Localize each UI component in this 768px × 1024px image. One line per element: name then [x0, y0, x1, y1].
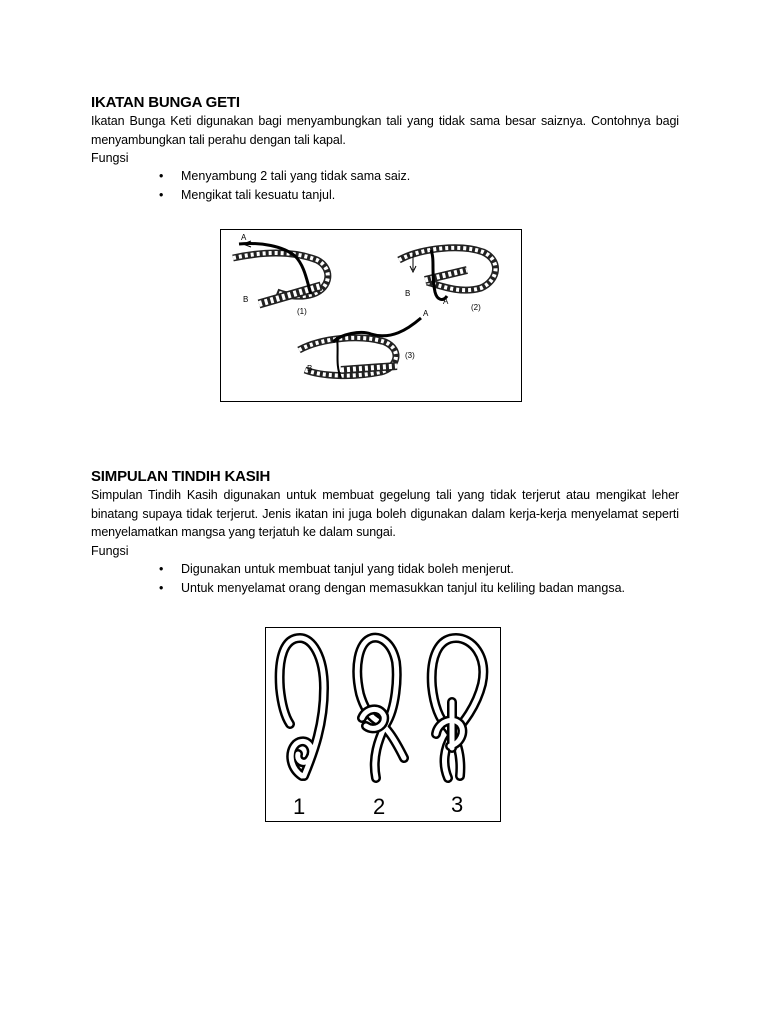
label-b: B	[243, 295, 249, 304]
loop-knot-illustration	[266, 628, 500, 821]
label-a: A	[443, 297, 449, 306]
fungsi-label: Fungsi	[91, 543, 129, 558]
step-1-label: 1	[293, 794, 306, 819]
label-b: B	[405, 289, 411, 298]
section-paragraph: Simpulan Tindih Kasih digunakan untuk membuat gegelung tali yang tidak terjerut atau mengikat leher binatang supaya tidak terjerut. Jenis ikatan ini juga boleh digunakan dalam kerja-kerja menyelamat seperti menyelamatkan mangsa yang terjatuh ke dalam sungai.	[91, 488, 679, 539]
step-1-label: (1)	[297, 307, 307, 316]
step-3-label: (3)	[405, 351, 415, 360]
step-3-label: 3	[451, 792, 464, 817]
fungsi-label: Fungsi	[91, 151, 129, 165]
step-2-label: 2	[373, 794, 386, 819]
section-title: IKATAN BUNGA GETI	[91, 94, 240, 111]
section-ikatan-bunga-geti	[91, 94, 679, 205]
list-item: • Menyambung 2 tali yang tidak sama saiz.	[91, 167, 679, 186]
section-title: SIMPULAN TINDIH KASIH	[91, 468, 271, 485]
list-item: • Untuk menyelamat orang dengan memasukkan tanjul itu keliling badan mangsa.	[91, 579, 679, 598]
step-2-label: (2)	[471, 303, 481, 312]
function-list	[91, 167, 679, 205]
figure-simpulan-tindih-kasih	[265, 627, 501, 822]
function-list	[91, 560, 679, 598]
bullet-icon: •	[159, 580, 164, 595]
label-a: A	[423, 309, 429, 318]
section-paragraph: Ikatan Bunga Keti digunakan bagi menyambungkan tali yang tidak sama besar saiznya. Contohnya bagi menyambungkan tali perahu dengan tali kapal.	[91, 114, 679, 147]
label-b: B	[307, 364, 313, 373]
list-item: • Mengikat tali kesuatu tanjul.	[91, 186, 679, 205]
bullet-icon: •	[159, 169, 164, 183]
section-simpulan-tindih-kasih	[91, 468, 679, 598]
bullet-icon: •	[159, 188, 164, 202]
figure-ikatan-bunga-geti	[220, 229, 522, 402]
bullet-icon: •	[159, 561, 164, 576]
label-a: A	[241, 233, 247, 242]
rope-knot-illustration	[221, 230, 521, 401]
list-item: • Digunakan untuk membuat tanjul yang tidak boleh menjerut.	[91, 560, 679, 579]
